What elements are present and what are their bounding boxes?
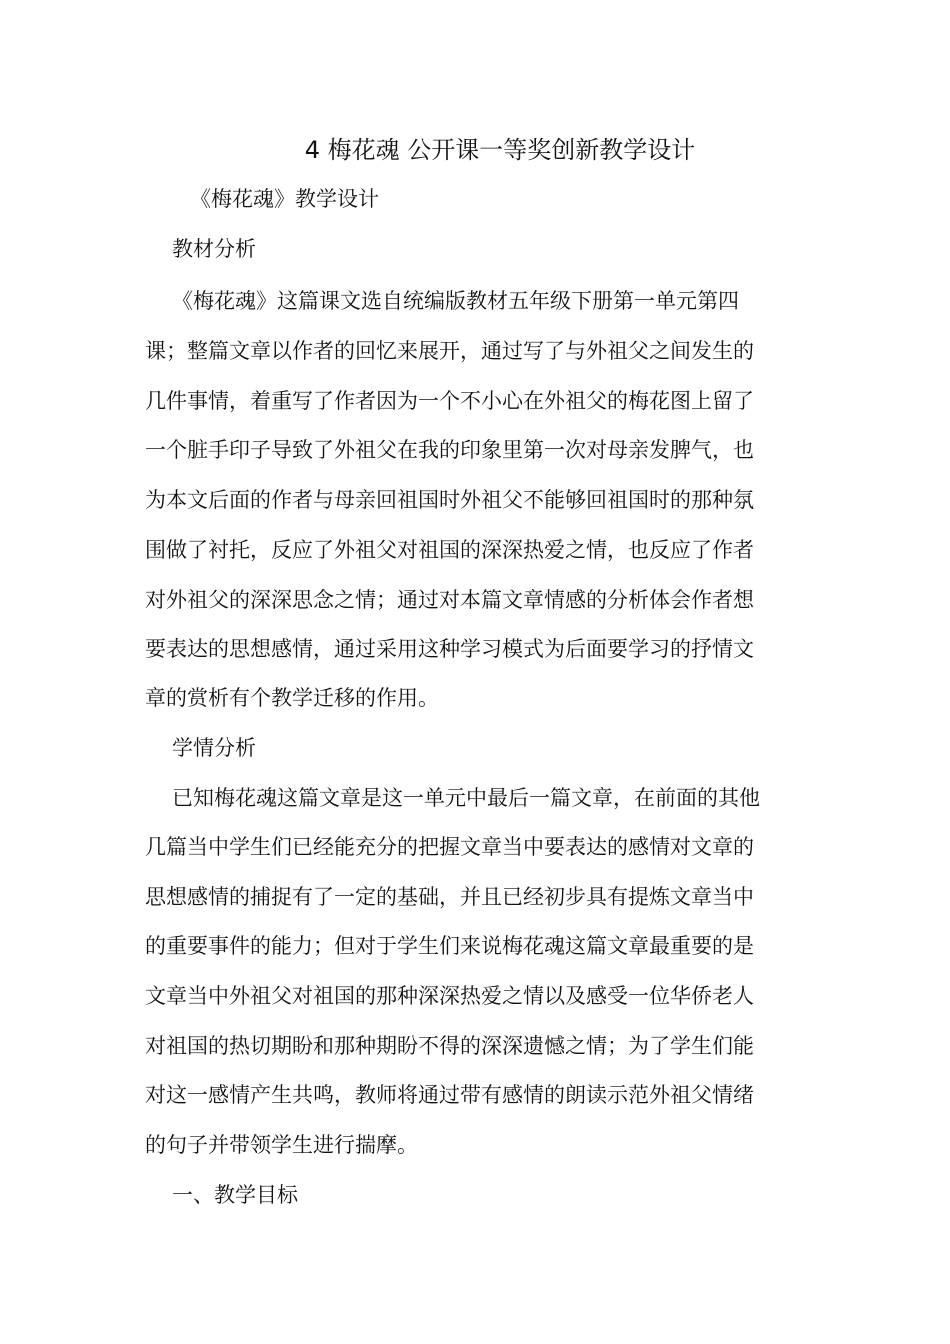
- paragraph-line: 的重要事件的能力；但对于学生们来说梅花魂这篇文章最重要的是: [145, 934, 754, 958]
- paragraph-line: 几篇当中学生们已经能充分的把握文章当中要表达的感情对文章的: [145, 835, 754, 859]
- paragraph-line: 《梅花魂》这篇课文选自统编版教材五年级下册第一单元第四: [172, 289, 739, 313]
- document-subtitle: 《梅花魂》教学设计: [190, 187, 379, 211]
- paragraph-line: 为本文后面的作者与母亲回祖国时外祖父不能够回祖国时的那种氛: [145, 488, 754, 512]
- paragraph-line: 思想感情的捕捉有了一定的基础，并且已经初步具有提炼文章当中: [145, 885, 754, 909]
- paragraph-line: 已知梅花魂这篇文章是这一单元中最后一篇文章，在前面的其他: [172, 786, 760, 810]
- paragraph-line: 课；整篇文章以作者的回忆来展开，通过写了与外祖父之间发生的: [145, 339, 754, 363]
- paragraph-line: 对这一感情产生共鸣，教师将通过带有感情的朗读示范外祖父情绪: [145, 1083, 754, 1107]
- paragraph-line: 对外祖父的深深思念之情；通过对本篇文章情感的分析体会作者想: [145, 588, 754, 612]
- paragraph-line: 文章当中外祖父对祖国的那种深深热爱之情以及感受一位华侨老人: [145, 984, 754, 1008]
- section-heading-learner-analysis: 学情分析: [172, 736, 256, 760]
- paragraph-line: 一个脏手印子导致了外祖父在我的印象里第一次对母亲发脾气，也: [145, 438, 754, 462]
- document-title: 4 梅花魂 公开课一等奖创新教学设计: [304, 136, 696, 164]
- paragraph-line: 几件事情，着重写了作者因为一个不小心在外祖父的梅花图上留了: [145, 389, 754, 413]
- paragraph-line: 章的赏析有个教学迁移的作用。: [145, 686, 439, 710]
- section-heading-textbook-analysis: 教材分析: [172, 237, 256, 261]
- paragraph-line: 围做了衬托，反应了外祖父对祖国的深深热爱之情，也反应了作者: [145, 538, 754, 562]
- paragraph-line: 对祖国的热切期盼和那种期盼不得的深深遗憾之情；为了学生们能: [145, 1034, 754, 1058]
- paragraph-line: 要表达的思想感情，通过采用这种学习模式为后面要学习的抒情文: [145, 637, 754, 661]
- section-heading-teaching-objectives: 一、教学目标: [172, 1183, 298, 1207]
- paragraph-line: 的句子并带领学生进行揣摩。: [145, 1133, 418, 1157]
